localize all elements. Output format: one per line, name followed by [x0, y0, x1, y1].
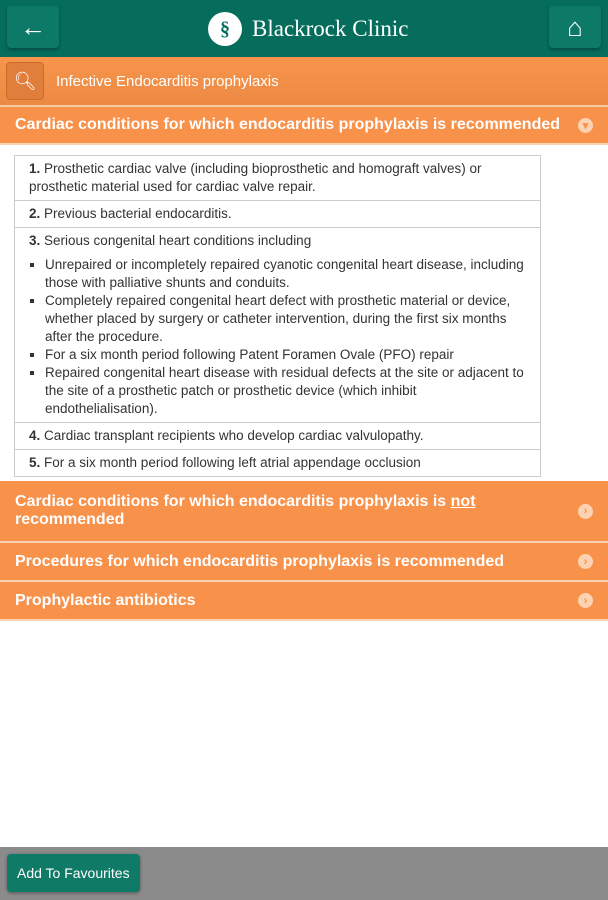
list-item: ▪ Completely repaired congenital heart defect with prosthetic material or device, whether placed by surgery or catheter intervention, during the first six months after the procedure. [45, 292, 526, 346]
section-antibiotics-header[interactable] [0, 582, 608, 621]
item-number: 1. [29, 161, 41, 176]
title-emphasis: not [450, 493, 476, 510]
item-text: For a six month period following left atrial appendage occlusion [44, 455, 421, 470]
list-item: ▪ Unrepaired or incompletely repaired cyanotic congenital heart disease, including those with palliative shunts and conduits. [45, 256, 526, 292]
item-number: 4. [29, 428, 41, 443]
item-text: Cardiac transplant recipients who develop cardiac valvulopathy. [44, 428, 424, 443]
section-title: Cardiac conditions for which endocarditis prophylaxis is recommended [15, 116, 561, 133]
search-title: Infective Endocarditis prophylaxis [56, 72, 279, 90]
app-title: Blackrock Clinic [252, 16, 409, 41]
chevron-right-icon: › [578, 504, 593, 519]
chevron-down-icon: ▾ [578, 118, 593, 133]
item-text: Prosthetic cardiac valve (including bioprosthetic and homograft valves) or prosthetic material used for cardiac valve repair. [29, 161, 482, 194]
section-procedures-header[interactable] [0, 543, 608, 582]
table-row [15, 156, 541, 201]
search-bar [0, 57, 608, 107]
section-not-recommended-header[interactable] [0, 481, 608, 543]
section-recommended-header[interactable] [0, 107, 608, 145]
section-title: Procedures for which endocarditis prophylaxis is recommended [15, 552, 505, 570]
conditions-table [14, 155, 541, 477]
footer-bar [0, 847, 608, 900]
back-button[interactable] [7, 6, 59, 48]
list-item: ▪ Repaired congenital heart disease with residual defects at the site or adjacent to the site of a prosthetic patch or prosthetic device (which inhibit endothelialisation). [45, 364, 526, 418]
search-button[interactable] [6, 62, 44, 100]
table-row [15, 228, 541, 423]
chevron-right-icon: › [578, 593, 593, 608]
clinic-logo-icon: § [208, 12, 242, 46]
list-item: ▪ For a six month period following Patent Foramen Ovale (PFO) repair [45, 346, 526, 364]
sub-list [29, 256, 526, 418]
brand [208, 12, 409, 46]
home-icon: ⌂ [567, 11, 583, 42]
title-part: Cardiac conditions for which endocarditis prophylaxis is [15, 493, 451, 510]
home-button[interactable] [549, 6, 601, 48]
arrow-left-icon: ← [20, 11, 46, 42]
item-text: Previous bacterial endocarditis. [44, 206, 232, 221]
item-number: 2. [29, 206, 41, 221]
search-icon: 🔍︎ [13, 70, 37, 91]
chevron-right-icon: › [578, 554, 593, 569]
table-row [15, 450, 541, 477]
item-number: 3. [29, 233, 41, 248]
app-header [0, 0, 608, 57]
section-title [15, 493, 572, 529]
item-text: Serious congenital heart conditions including [44, 233, 312, 248]
table-row [15, 423, 541, 450]
table-row [15, 201, 541, 228]
item-number: 5. [29, 455, 41, 470]
add-to-favourites-button[interactable]: Add To Favourites [7, 854, 140, 892]
title-part: recommended [15, 511, 125, 528]
section-title: Prophylactic antibiotics [15, 591, 196, 609]
